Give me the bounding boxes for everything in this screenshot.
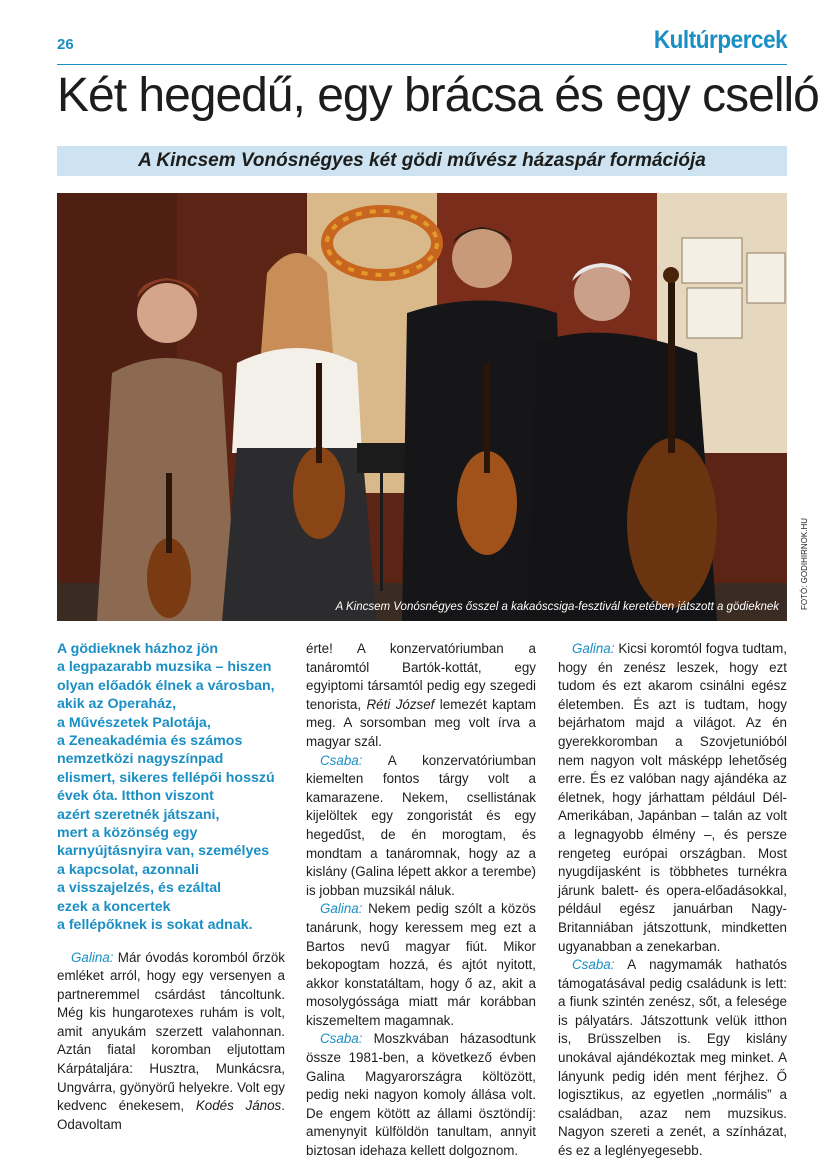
body-paragraph bbox=[57, 949, 285, 1135]
speaker-label: Galina: bbox=[572, 641, 615, 656]
photo-credit: FOTÓ: GODIHIRNOK.HU bbox=[800, 518, 809, 610]
body-paragraph bbox=[306, 640, 536, 752]
header-rule bbox=[57, 64, 787, 65]
lead-line: azért szeretnék játszani, bbox=[57, 806, 220, 823]
lead-line: a fellépőknek is sokat adnak. bbox=[57, 917, 253, 934]
lead-line: ezek a koncertek bbox=[57, 898, 171, 915]
text-column-2 bbox=[306, 640, 536, 1161]
subtitle-bar bbox=[57, 146, 787, 176]
body-paragraph bbox=[558, 956, 787, 1161]
article-subtitle: A Kincsem Vonósnégyes két gödi művész házaspár formációja bbox=[138, 150, 706, 171]
person-name: Réti József bbox=[366, 696, 435, 712]
paragraph-text: A konzervatóriumban kiemelten fontos tárgy volt a kamarazene. Nekem, csellistának kijelöltek egy zongoristát és egy hegedűst, de én morogtam, és mondtam a tanáromnak, hogy az a kislány (Galina lépett akkor a terembe) is jobban muzsikál náluk. bbox=[306, 752, 536, 898]
person-name: Kodés János bbox=[195, 1098, 282, 1114]
lead-line: a kapcsolat, azonnali bbox=[57, 861, 199, 878]
text-column-3 bbox=[558, 640, 787, 1161]
article-photo bbox=[57, 193, 787, 621]
text-column-1 bbox=[57, 640, 285, 1134]
lead-line: elismert, sikeres fellépői hosszú bbox=[57, 769, 275, 786]
paragraph-text: lemezét kaptam meg. A sorsomban meg volt írva a magyar szál. bbox=[306, 696, 536, 749]
paragraph-text: . Odavoltam bbox=[57, 1098, 285, 1132]
paragraph-text: Kicsi koromtól fogva tudtam, hogy én zenész leszek, hogy ezt tudom és ezt akarom csinálni egész életemben. És azt is tudtam, hogy bejárhatom majd a világot. Az én gyerekkoromban a Szovjetunióból nem nagyon volt másképp lehetőség erre. És ez valóban nagy ajándéka az életnek, hogy járhattam például Dél-Amerikában, Japánban – talán az volt a legnagyobb élmény –, és persze rengeteg európai országban. Most nyugdíjasként is többhetes turnékra járunk balett- és opera-előadásokkal, például egész januárban Nagy-Britanniában játszottunk, mindketten ugyanabban a zenekarban. bbox=[558, 641, 787, 954]
lead-line: a visszajelzés, és ezáltal bbox=[57, 880, 222, 897]
photo-caption: A Kincsem Vonósnégyes ősszel a kakaóscsiga-fesztivál keretében játszott a gödieknek bbox=[335, 601, 779, 613]
lead-line: nemzetközi nagyszínpad bbox=[57, 751, 224, 768]
paragraph-text: A nagymamák hathatós támogatásával pedig családunk is lett: a fiunk szintén zenész, sőt, a felesége is pályatárs. Játszottunk velük itthon is, Brüsszelben is. Egy kislány unokával ajándékoztak meg minket. A lányunk pedig idén ment férjhez. Ő logisztikus, az egyetlen „normális” a családban, azaz nem muzsikus. Nagyon szereti a zenét, a színházat, és ez a leglényegesebb. bbox=[558, 957, 787, 1159]
speaker-label: Csaba: bbox=[320, 1031, 363, 1047]
speaker-label: Galina: bbox=[71, 949, 114, 965]
body-paragraph bbox=[306, 900, 536, 1030]
lead-line: olyan előadók élnek a városban, bbox=[57, 677, 275, 694]
paragraph-text: Moszkvában házasodtunk össze 1981-ben, a következő évben Galina Magyarországra költözött, pedig neki nagyon komoly állása volt. De engem kötött az állami ösztöndíj: amenynyit külföldön tanultam, annyit biztosan idehaza kellett dolgoznom. bbox=[306, 1031, 536, 1159]
paragraph-text: Nekem pedig szólt a közös tanárunk, hogy keressem meg ezt a Bartos nevű magyar fiút. Mikor bekopogtam hozzá, és ajtót nyitott, akkor konstatáltam, hogy ő az, akit a mosolygóssága miatt már korábban kiszemeltem magamnak. bbox=[306, 901, 536, 1028]
photo-illustration bbox=[57, 193, 787, 621]
lead-line: mert a közönség egy bbox=[57, 825, 198, 842]
lead-line: karnyújtásnyira van, személyes bbox=[57, 843, 270, 860]
article-headline: Két hegedű, egy brácsa és egy cselló bbox=[57, 69, 819, 122]
lead-line: évek óta. Itthon viszont bbox=[57, 788, 214, 805]
body-paragraph bbox=[558, 640, 787, 956]
page-number: 26 bbox=[57, 36, 74, 53]
section-label: Kultúrpercek bbox=[653, 26, 787, 54]
lead-line: a legpazarabb muzsika – hiszen bbox=[57, 659, 272, 676]
lead-line: akik az Operaház, bbox=[57, 696, 177, 713]
lead-line: A gödieknek házhoz jön bbox=[57, 641, 219, 657]
paragraph-text: érte! A konzervatóriumban a tanáromtól Bartók-kottát, egy egyiptomi társamtól pedig egy szegedi tenorista, bbox=[306, 641, 536, 712]
lead-paragraph bbox=[57, 640, 285, 935]
speaker-label: Csaba: bbox=[572, 957, 615, 973]
speaker-label: Galina: bbox=[320, 901, 363, 917]
speaker-label: Csaba: bbox=[320, 752, 363, 768]
paragraph-text: Már óvodás koromból őrzök emléket arról, hogy egy versenyen a partneremmel csárdást táncoltunk. Még kis hungarotexes ruhám is volt, amit anyukám szerzett valahonnan. Aztán fiatal koromban eljutottam Kárpátaljára: Husztra, Munkácsra, Ungvárra, gyönyörű helyekre. Volt egy kedvenc énekesem, bbox=[57, 949, 285, 1114]
lead-line: a Zeneakadémia és számos bbox=[57, 733, 243, 750]
body-paragraph bbox=[306, 752, 536, 901]
lead-line: a Művészetek Palotája, bbox=[57, 714, 211, 731]
body-paragraph bbox=[306, 1030, 536, 1160]
